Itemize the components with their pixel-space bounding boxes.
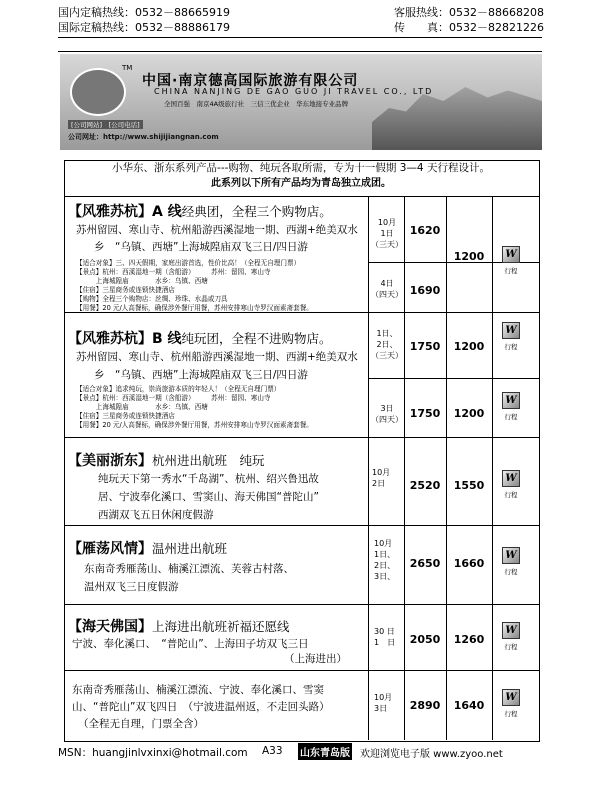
tour-date: 10月 1日、 2日、 3日、 (374, 539, 396, 581)
product-subtitle: 杭州进出航班 纯玩 (152, 453, 265, 468)
child-price: 1200 (453, 407, 485, 420)
company-banner (60, 54, 542, 150)
product-title (68, 619, 290, 635)
product-note: 【住宿】三星商务或连锁快捷酒店 (76, 286, 175, 294)
company-logo-icon (70, 68, 126, 116)
itinerary-link[interactable]: 行程 (504, 343, 518, 351)
product-note: 【用餐】20 元/人高餐标，确保涉外餐厅用餐，苏州安排寒山寺罗汉面素斋套餐。 (76, 304, 313, 312)
page-number: A33 (262, 745, 283, 757)
col-line (404, 196, 405, 740)
intro-line2: 此系列以下所有产品均为青岛独立成团。 (211, 178, 391, 189)
itinerary-link[interactable]: 行程 (504, 267, 518, 275)
itinerary-link[interactable]: 行程 (504, 643, 518, 651)
tour-date: 3日 （四天） (371, 404, 403, 424)
product-title (68, 541, 227, 557)
product-note: 【购物】全程三个购物店：丝绸、珍珠、水晶或刀具 (76, 295, 228, 303)
child-price: 1200 (453, 340, 485, 353)
fax-number: 传 真：0532－82821226 (394, 21, 544, 34)
divider (64, 670, 539, 671)
itinerary-icon[interactable]: W (502, 689, 520, 706)
product-line: 乡 “乌镇、西塘”上海城隍庙双飞三日/四日游 (94, 369, 308, 381)
product-line: 苏州留园、寒山寺、杭州船游西溪湿地一期、西湖+绝美双水 (76, 224, 358, 236)
product-line: （全程无自理，门票全含） (78, 718, 204, 730)
itinerary-link[interactable]: 行程 (504, 568, 518, 576)
product-line: 山、“普陀山”双飞四日 （宁波进温州返，不走回头路） (72, 701, 330, 713)
product-name: 【海天佛国】 (68, 619, 152, 635)
itinerary-icon[interactable]: W (502, 322, 520, 339)
adult-price: 1620 (409, 224, 441, 237)
divider (64, 196, 539, 197)
product-title (68, 331, 332, 347)
product-line: 苏州留园、寒山寺、杭州船游西溪湿地一期、西湖+绝美双水 (76, 351, 358, 363)
product-note: 上海城隍庙 水乡：乌镇、西塘 (76, 403, 208, 411)
product-line: 居、宁波奉化溪口、雪窦山、海天佛国“普陀山” (98, 491, 319, 503)
divider (64, 437, 539, 438)
product-note: 【适合对象】追求纯玩，崇尚旅游本质的年轻人！（全程无自理门票） (76, 385, 281, 393)
footer-tail[interactable]: 欢迎浏览电子版 www.zyoo.net (360, 749, 503, 760)
tour-date: 10月 3日 (374, 693, 393, 713)
divider (368, 378, 539, 379)
itinerary-link[interactable]: 行程 (504, 710, 518, 718)
itinerary-icon[interactable]: W (502, 622, 520, 639)
intro-text (64, 160, 538, 192)
service-hotline: 客服热线：0532－88668208 (394, 6, 544, 19)
product-note: 【景点】杭州：西溪湿地一期（含船游） 苏州：留园、寒山寺 (76, 394, 271, 402)
child-price: 1200 (453, 250, 485, 263)
product-line: 西湖双飞五日休闲度假游 (98, 509, 214, 521)
footer-msn[interactable]: MSN：huangjinlvxinxi@hotmail.com (58, 747, 248, 759)
tour-date: 10月 1日 （三天） (371, 218, 403, 249)
product-note: 上海城隍庙 水乡：乌镇、西塘 (76, 277, 208, 285)
product-line: 宁波、奉化溪口、 “普陀山”、上海田子坊双飞三日 (72, 638, 309, 650)
product-note: 【适合对象】三、四天假期，家庭出游首选，性价比高！（全程无自理门票） (76, 259, 301, 267)
child-price: 1640 (453, 699, 485, 712)
footer-brand: 山东青岛版 (298, 743, 352, 760)
product-subtitle: 温州进出航班 (152, 541, 228, 556)
adult-price: 1750 (409, 340, 441, 353)
adult-price: 1750 (409, 407, 441, 420)
itinerary-icon[interactable]: W (502, 392, 520, 409)
product-line: 乡 “乌镇、西塘”上海城隍庙双飞三日/四日游 (94, 241, 308, 253)
trademark-mark: TM (122, 64, 133, 72)
product-name: 【美丽浙东】 (68, 453, 152, 469)
product-line: 东南奇秀雁荡山、楠溪江漂流、宁波、奉化溪口、雪窦 (72, 684, 324, 696)
product-note: 【景点】杭州：西溪湿地一期（含船游） 苏州：留园、寒山寺 (76, 268, 271, 276)
company-name-cn: 中国·南京德高国际旅游有限公司 (142, 73, 359, 89)
adult-price: 2520 (409, 479, 441, 492)
company-name-en: CHINA NANJING DE GAO GUO JI TRAVEL CO., LTD (154, 87, 434, 96)
company-tagline: 全国百强 南京4A级旅行社 三信三优企业 华东地接专业品牌 (164, 100, 349, 108)
domestic-hotline: 国内定稿热线：0532－88665919 (58, 6, 230, 19)
adult-price: 1690 (409, 284, 441, 297)
product-suffix: A 线 (152, 204, 182, 220)
tour-date: 10月 2日 (372, 468, 391, 488)
product-suffix: B 线 (152, 331, 182, 347)
intro-line1: 小华东、浙东系列产品---购物、纯玩各取所需，专为十一假期 3—4 天行程设计。 (112, 162, 490, 174)
product-name: 【风雅苏杭】 (68, 204, 152, 220)
product-subtitle: 上海进出航班祈福还愿线 (152, 619, 290, 634)
header-rule-2 (58, 51, 542, 52)
company-website[interactable]: 公司网址：http://www.shijijiangnan.com (68, 133, 219, 141)
product-title (68, 204, 332, 220)
col-line (492, 196, 493, 740)
itinerary-icon[interactable]: W (502, 246, 520, 263)
product-title (68, 453, 265, 469)
product-note: 【住宿】三星商务或连锁快捷酒店 (76, 412, 175, 420)
product-subtitle: 经典团，全程三个购物店。 (181, 204, 332, 219)
intl-hotline: 国际定稿热线：0532－88886179 (58, 21, 230, 34)
product-note: 【用餐】20 元/人高餐标，确保涉外餐厅用餐，苏州安排寒山寺罗汉面素斋套餐。 (76, 421, 313, 429)
adult-price: 2050 (409, 633, 441, 646)
itinerary-icon[interactable]: W (502, 470, 520, 487)
tour-date: 1日、 2日、 （三天） (371, 329, 403, 360)
col-line (446, 196, 447, 740)
adult-price: 2650 (409, 557, 441, 570)
divider (64, 525, 539, 526)
itinerary-link[interactable]: 行程 (504, 413, 518, 421)
itinerary-icon[interactable]: W (502, 547, 520, 564)
child-price: 1660 (453, 557, 485, 570)
header-rule (58, 37, 542, 38)
child-price: 1260 (453, 633, 485, 646)
adult-price: 2890 (409, 699, 441, 712)
tour-date: 30 日 1 日 (374, 627, 396, 647)
product-name: 【雁荡风情】 (68, 541, 152, 557)
product-line: 温州双飞三日度假游 (84, 581, 179, 593)
product-line: 东南奇秀雁荡山、楠溪江漂流、芙蓉古村落、 (84, 563, 294, 575)
product-subtitle: 纯玩团，全程不进购物店。 (181, 331, 332, 346)
product-line: 纯玩天下第一秀水“千岛湖”、杭州、绍兴鲁迅故 (98, 473, 319, 485)
col-line (368, 196, 369, 740)
child-price: 1550 (453, 479, 485, 492)
product-name: 【风雅苏杭】 (68, 331, 152, 347)
tour-date: 4日 （四天） (371, 279, 403, 299)
itinerary-link[interactable]: 行程 (504, 491, 518, 499)
product-line: （上海进出） (284, 653, 347, 665)
divider (64, 604, 539, 605)
site-label: [公司网站] [公司电话] (68, 120, 143, 129)
